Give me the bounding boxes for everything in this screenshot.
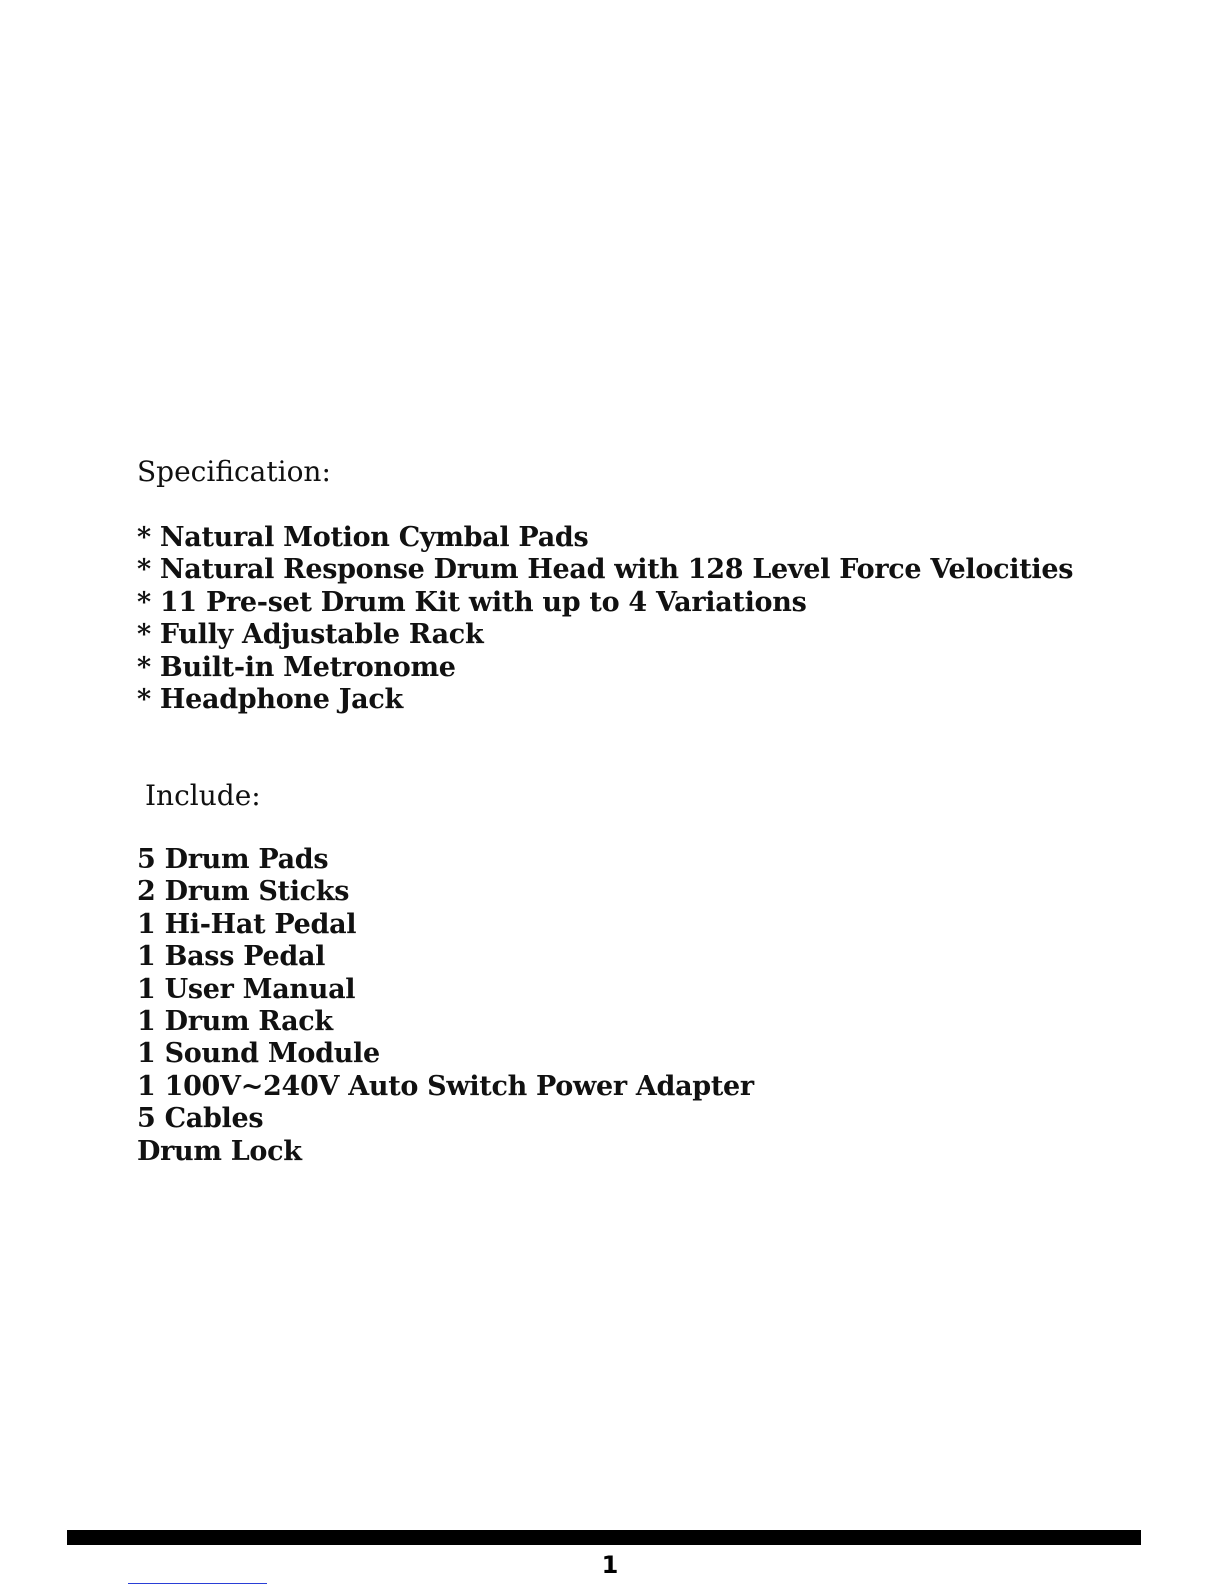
include-item: 1 Sound Module [137,1038,380,1070]
include-item: 1 100V~240V Auto Switch Power Adapter [137,1070,754,1102]
include-list [137,844,754,1168]
spec-item: * Built-in Metronome [137,652,1073,684]
specification-list [137,522,1073,716]
include-item: 1 User Manual [137,973,356,1005]
footer-rule [67,1530,1141,1545]
spec-item: * Headphone Jack [137,684,1073,716]
specification-heading: Specification: [137,455,331,488]
include-heading: Include: [145,779,261,812]
include-item: 5 Cables [137,1103,264,1135]
link-underline [128,1583,267,1584]
include-item: 5 Drum Pads [137,844,329,875]
spec-item: * Natural Response Drum Head with 128 Level Force Velocities [137,554,1073,586]
include-item: 1 Bass Pedal [137,941,326,973]
page-number: 1 [601,1551,619,1579]
include-item: Drum Lock [137,1135,302,1167]
spec-item: * Natural Motion Cymbal Pads [137,522,1073,554]
spec-item: * 11 Pre-set Drum Kit with up to 4 Variations [137,587,1073,619]
include-item: 2 Drum Sticks [137,876,350,908]
spec-item: * Fully Adjustable Rack [137,619,1073,651]
include-item: 1 Hi-Hat Pedal [137,908,357,940]
include-item: 1 Drum Rack [137,1005,333,1037]
